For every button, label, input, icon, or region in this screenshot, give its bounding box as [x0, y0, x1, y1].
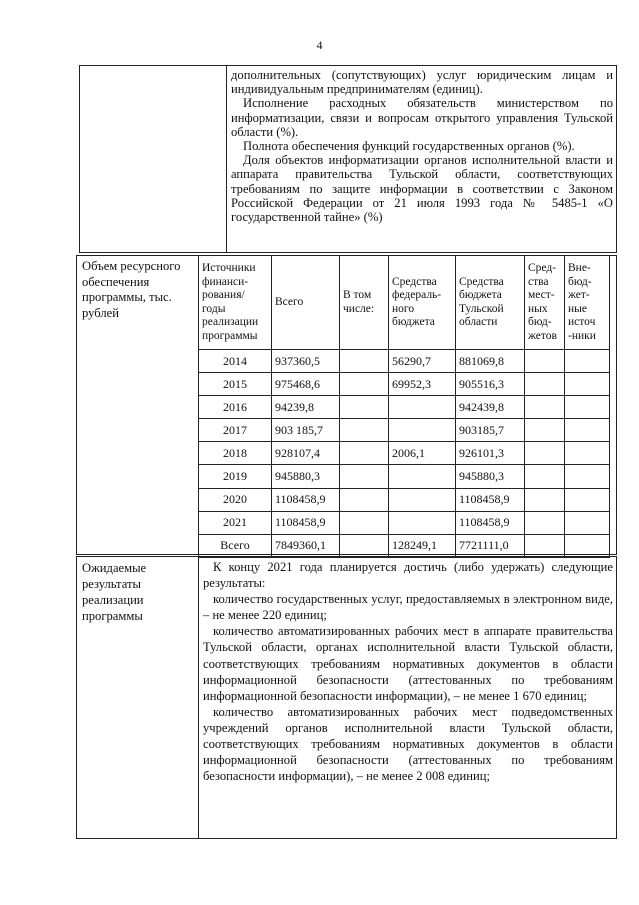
header-total: Всего: [272, 256, 340, 350]
table-row: [199, 442, 610, 465]
cell-year: 2019: [199, 465, 272, 488]
cell-federal: 2006,1: [389, 442, 456, 465]
cell-local: [525, 488, 565, 511]
cell-extra: [565, 373, 610, 396]
table-row: [199, 488, 610, 511]
cell-regional: 1108458,9: [456, 488, 525, 511]
cell-total: 975468,6: [272, 373, 340, 396]
cell-year: 2021: [199, 511, 272, 534]
table-row: [199, 373, 610, 396]
column-divider: [198, 557, 199, 838]
cell-local: [525, 373, 565, 396]
cell-federal: [389, 488, 456, 511]
cell-federal: [389, 511, 456, 534]
cell-local: [525, 511, 565, 534]
expected-paragraph: К концу 2021 года планируется достичь (либо удержать) следующие результаты:: [203, 560, 613, 591]
cell-local: [525, 442, 565, 465]
cell-year: Всего: [199, 534, 272, 557]
cell-extra: [565, 465, 610, 488]
cell-regional: 945880,3: [456, 465, 525, 488]
expected-paragraph: количество государственных услуг, предоставляемых в электронном виде, – не менее 220 единиц;: [203, 592, 613, 623]
cell-extra: [565, 350, 610, 373]
continuation-table: [79, 65, 617, 253]
expected-label: Ожидаемые результаты реализации программы: [82, 561, 147, 623]
cell-regional: 903185,7: [456, 419, 525, 442]
cell-total: 945880,3: [272, 465, 340, 488]
table-row: [199, 465, 610, 488]
cell-regional: 926101,3: [456, 442, 525, 465]
cell-year: 2017: [199, 419, 272, 442]
cell-extra: [565, 396, 610, 419]
resources-label: Объем ресурсного обеспечения программы, тыс. рублей: [82, 259, 181, 320]
cell-including: [340, 442, 389, 465]
table-row: [199, 534, 610, 557]
cell-including: [340, 465, 389, 488]
cell-local: [525, 396, 565, 419]
cell-total: 7849360,1: [272, 534, 340, 557]
cell-including: [340, 350, 389, 373]
table-row: [199, 419, 610, 442]
cell-year: 2014: [199, 350, 272, 373]
cell-year: 2016: [199, 396, 272, 419]
continuation-paragraph: дополнительных (сопутствующих) услуг юридическим лицам и индивидуальным предпринимателям (единиц).: [231, 68, 613, 97]
cell-extra: [565, 488, 610, 511]
table-row: [199, 511, 610, 534]
header-federal: Средства федераль-ного бюджета: [389, 256, 456, 350]
cell-extra: [565, 534, 610, 557]
cell-including: [340, 534, 389, 557]
cell-regional: 881069,8: [456, 350, 525, 373]
expected-results-section: [76, 556, 617, 839]
expected-paragraph: количество автоматизированных рабочих мест в аппарате правительства Тульской области, органах исполнительной власти Тульской области, соответствующих требованиям нормативных документов в области информационной безопасности (аттестованных по требованиям информационной безопасности информации), – не менее 1 670 единиц;: [203, 624, 613, 703]
cell-year: 2020: [199, 488, 272, 511]
cell-federal: 56290,7: [389, 350, 456, 373]
continuation-text: [231, 68, 613, 224]
resources-section: [76, 255, 617, 555]
cell-regional: 7721111,0: [456, 534, 525, 557]
header-including: В том числе:: [340, 256, 389, 350]
cell-year: 2015: [199, 373, 272, 396]
cell-including: [340, 511, 389, 534]
financing-table: [198, 255, 610, 558]
cell-regional: 905516,3: [456, 373, 525, 396]
header-years: Источники финанси-рования/ годы реализации программы: [199, 256, 272, 350]
cell-extra: [565, 442, 610, 465]
cell-total: 94239,8: [272, 396, 340, 419]
cell-regional: 1108458,9: [456, 511, 525, 534]
table-header-row: [199, 256, 610, 350]
cell-total: 928107,4: [272, 442, 340, 465]
column-divider: [226, 66, 227, 252]
table-row: [199, 396, 610, 419]
cell-local: [525, 534, 565, 557]
continuation-paragraph: Доля объектов информатизации органов исполнительной власти и аппарата правительства Тульской области, соответствующих требованиям по защите информации в соответствии с Законом Российской Федерации от 21 июля 1993 года № 5485-1 «О государственной тайне» (%): [231, 153, 613, 225]
continuation-paragraph: Полнота обеспечения функций государственных органов (%).: [243, 139, 575, 154]
cell-federal: 69952,3: [389, 373, 456, 396]
expected-paragraph: количество автоматизированных рабочих мест подведомственных учреждений органов исполнительной власти Тульской области, соответствующих требованиям нормативных документов в области информационной безопасности (аттестованных по требованиям безопасности информации), – не менее 2 008 единиц;: [203, 704, 613, 784]
cell-local: [525, 419, 565, 442]
header-local: Сред-ства мест-ных бюд-жетов: [525, 256, 565, 350]
cell-regional: 942439,8: [456, 396, 525, 419]
cell-extra: [565, 419, 610, 442]
cell-including: [340, 396, 389, 419]
cell-federal: [389, 465, 456, 488]
table-row: [199, 350, 610, 373]
cell-total: 903 185,7: [272, 419, 340, 442]
cell-local: [525, 350, 565, 373]
header-regional: Средства бюджета Тульской области: [456, 256, 525, 350]
cell-total: 1108458,9: [272, 511, 340, 534]
continuation-paragraph: Исполнение расходных обязательств министерством по информатизации, связи и вопросам открытого управления Тульской области (%).: [231, 96, 613, 139]
cell-federal: [389, 419, 456, 442]
cell-total: 1108458,9: [272, 488, 340, 511]
cell-including: [340, 373, 389, 396]
cell-including: [340, 488, 389, 511]
header-extra: Вне-бюд-жет-ные источ -ники: [565, 256, 610, 350]
page-number: 4: [316, 38, 323, 52]
cell-total: 937360,5: [272, 350, 340, 373]
cell-year: 2018: [199, 442, 272, 465]
cell-extra: [565, 511, 610, 534]
cell-federal: 128249,1: [389, 534, 456, 557]
cell-local: [525, 465, 565, 488]
cell-including: [340, 419, 389, 442]
expected-text: [203, 559, 613, 784]
cell-federal: [389, 396, 456, 419]
